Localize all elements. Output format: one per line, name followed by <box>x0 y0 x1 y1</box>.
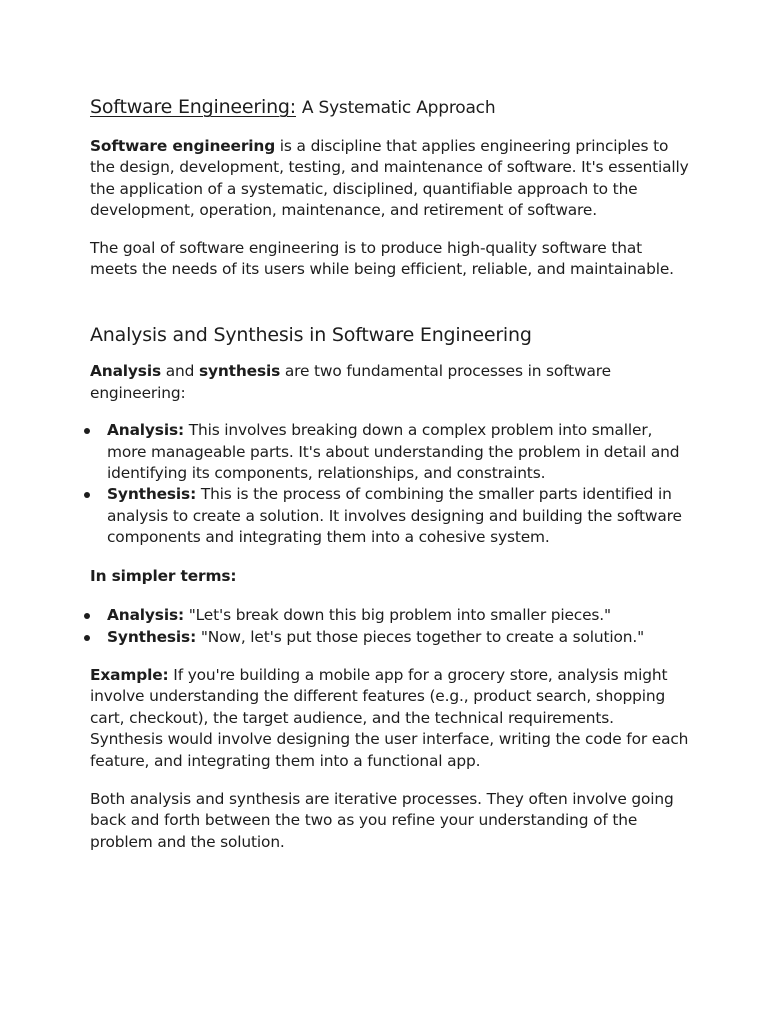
title-subtitle: A Systematic Approach <box>301 98 496 118</box>
simpler-terms-heading: In simpler terms: <box>90 566 237 585</box>
intro-text: is a discipline that applies engineering principles to the design, development, testing, and maintenance of software. It's essentially the application of a systematic, disciplined, quantifiable approach to the development, operation, maintenance, and retirement of software. <box>90 137 689 220</box>
section-heading: Analysis and Synthesis in Software Engineering <box>90 324 532 347</box>
section-intro-term-analysis: Analysis <box>90 362 161 381</box>
page-title <box>90 92 690 123</box>
intro-paragraph <box>90 136 690 222</box>
section-intro-paragraph <box>90 361 690 404</box>
list-item <box>90 420 690 484</box>
list-item-text: This is the process of combining the smaller parts identified in analysis to create a solution. It involves designing and building the software components and integrating them into a cohesive system. <box>107 485 682 547</box>
intro-term: Software engineering <box>90 137 276 155</box>
section-intro-rest: are two fundamental processes in software engineering: <box>90 362 611 402</box>
section-intro-mid: and <box>160 362 199 381</box>
section-intro-term-synthesis: synthesis <box>198 362 281 381</box>
list-item-text: "Let's break down this big problem into smaller pieces." <box>183 606 611 625</box>
list-item <box>90 484 690 548</box>
list-item-term: Synthesis: <box>107 485 197 504</box>
list-item-term: Analysis: <box>107 421 184 440</box>
bullet-icon <box>84 635 90 641</box>
list-item <box>90 605 690 626</box>
title-main: Software Engineering: <box>90 96 296 118</box>
simpler-terms-list <box>90 605 690 648</box>
simpler-terms-label <box>90 566 690 587</box>
goal-paragraph: The goal of software engineering is to produce high-quality software that meets the needs of its users while being efficient, reliable, and maintainable. <box>90 238 674 279</box>
list-item-text: "Now, let's put those pieces together to create a solution." <box>196 627 645 646</box>
list-item-term: Synthesis: <box>107 627 197 646</box>
example-paragraph <box>90 665 690 772</box>
document-page <box>90 92 690 853</box>
bullet-icon <box>84 428 90 434</box>
definitions-list <box>90 420 690 548</box>
bullet-icon <box>84 613 90 619</box>
list-item-term: Analysis: <box>107 606 184 625</box>
example-label: Example: <box>90 665 169 684</box>
list-item <box>90 627 690 648</box>
example-text: If you're building a mobile app for a grocery store, analysis might involve understanding the different features (e.g., product search, shopping cart, checkout), the target audience, and the technical requirements. Synthesis would involve designing the user interface, writing the code for each feature, and integrating them into a functional app. <box>90 665 689 770</box>
bullet-icon <box>84 492 90 498</box>
closing-paragraph: Both analysis and synthesis are iterative processes. They often involve going back and forth between the two as you refine your understanding of the problem and the solution. <box>90 789 674 851</box>
list-item-text: This involves breaking down a complex problem into smaller, more manageable parts. It's about understanding the problem in detail and identifying its components, relationships, and constraints. <box>107 421 680 483</box>
